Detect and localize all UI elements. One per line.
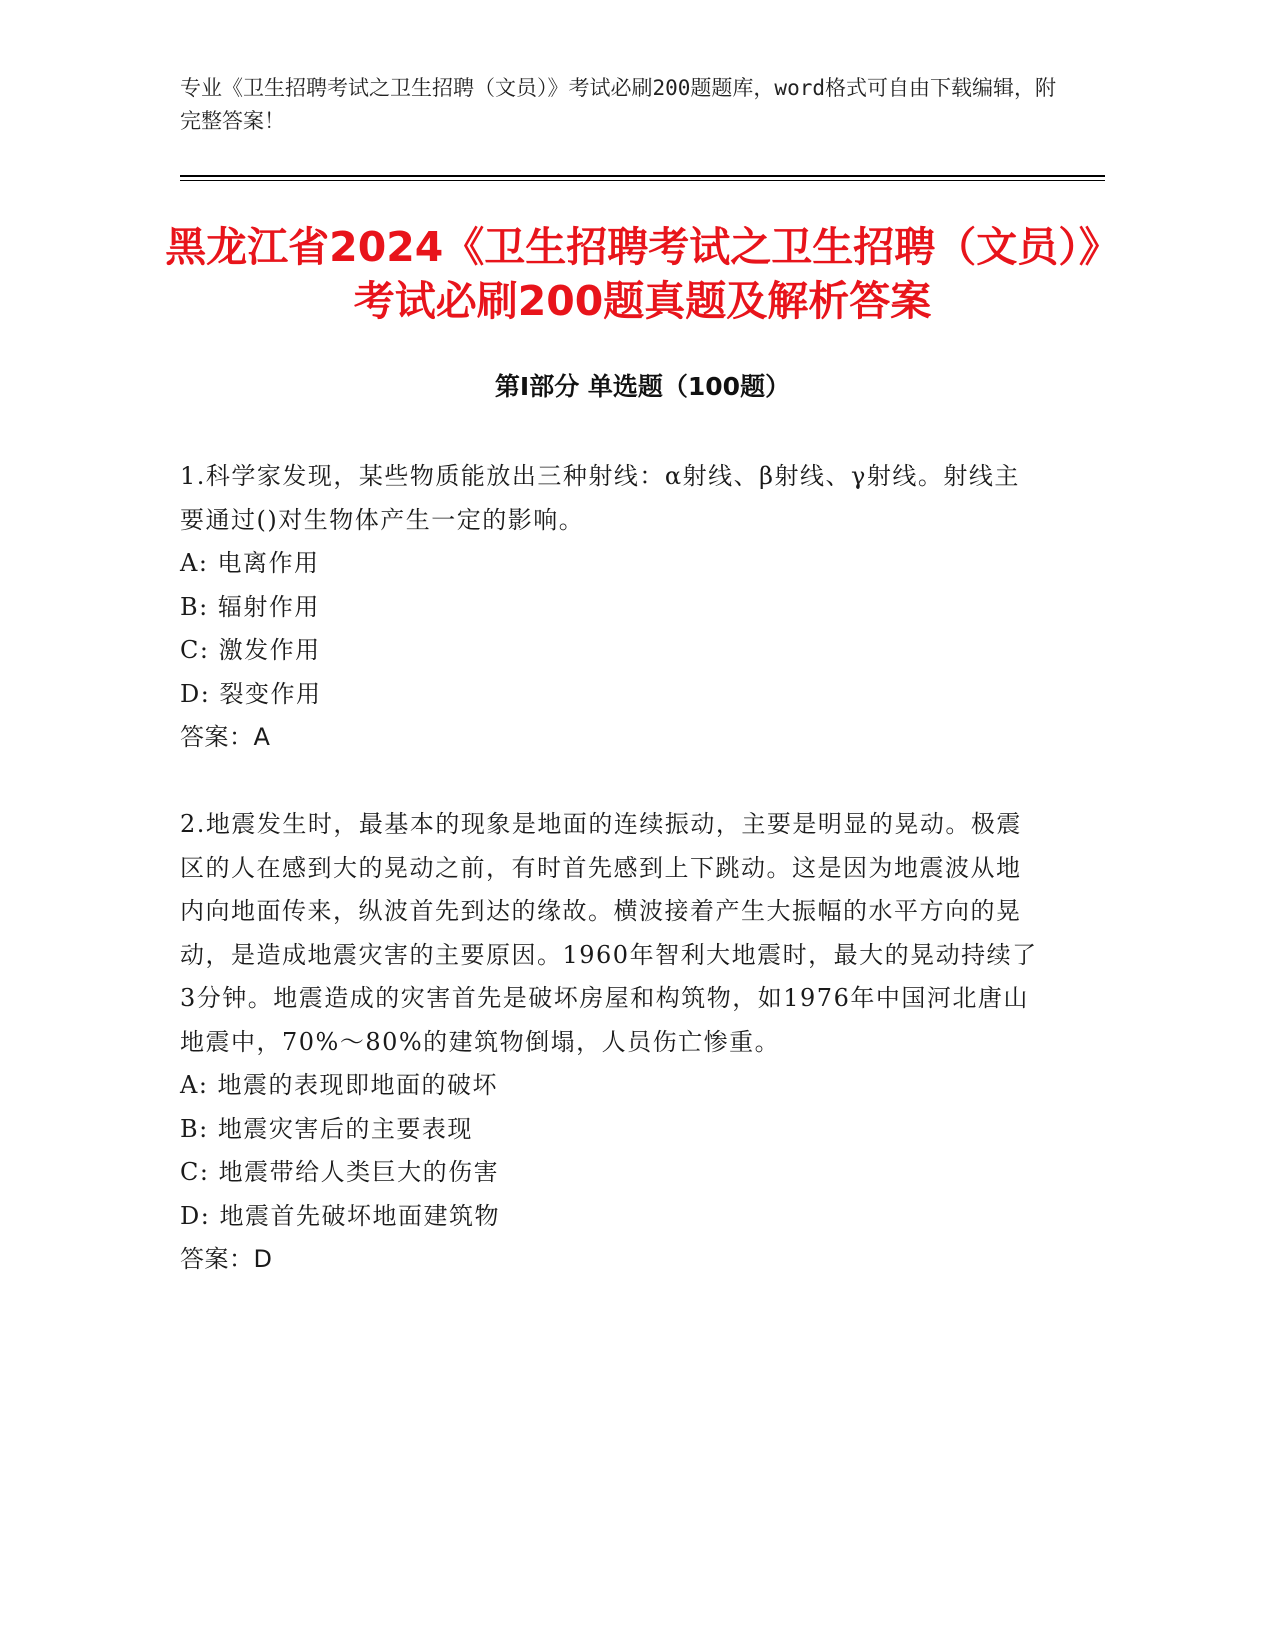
header-divider-thick [180, 175, 1105, 177]
document-title: 黑龙江省2024《卫生招聘考试之卫生招聘（文员）》考试必刷200题真题及解析答案 [165, 223, 1120, 325]
header-divider-thin [180, 180, 1105, 181]
header-note: 专业《卫生招聘考试之卫生招聘（文员）》考试必刷200题题库，word格式可自由下载编辑，附完整答案！ [180, 76, 1056, 133]
question-2 [180, 803, 1040, 1282]
option-b: B: 地震灾害后的主要表现 [180, 1114, 473, 1143]
option-d: D: 裂变作用 [180, 679, 322, 708]
question-stem: 2.地震发生时，最基本的现象是地面的连续振动，主要是明显的晃动。极震区的人在感到大的晃动之前，有时首先感到上下跳动。这是因为地震波从地内向地面传来，纵波首先到达的缘故。横波接着产生大振幅的水平方向的晃动，是造成地震灾害的主要原因。1960年智利大地震时，最大的晃动持续了3分钟。地震造成的灾害首先是破坏房屋和构筑物，如1976年中国河北唐山地震中，70%～80%的建筑物倒塌，人员伤亡惨重。 [180, 810, 1038, 1056]
section-title: 第I部分 单选题（100题） [494, 372, 791, 401]
option-d: D: 地震首先破坏地面建筑物 [180, 1201, 500, 1230]
answer-line: 答案：A [180, 723, 271, 751]
option-a: A: 电离作用 [180, 549, 320, 577]
option-c: C: 地震带给人类巨大的伤害 [180, 1158, 500, 1186]
question-stem: 1.科学家发现，某些物质能放出三种射线：α射线、β射线、γ射线。射线主要通过()对生物体产生一定的影响。 [180, 462, 1020, 534]
option-b: B: 辐射作用 [180, 592, 320, 621]
answer-line: 答案：D [180, 1245, 273, 1273]
option-a: A: 地震的表现即地面的破坏 [180, 1071, 499, 1099]
question-1 [180, 455, 1040, 760]
option-c: C: 激发作用 [180, 636, 321, 664]
